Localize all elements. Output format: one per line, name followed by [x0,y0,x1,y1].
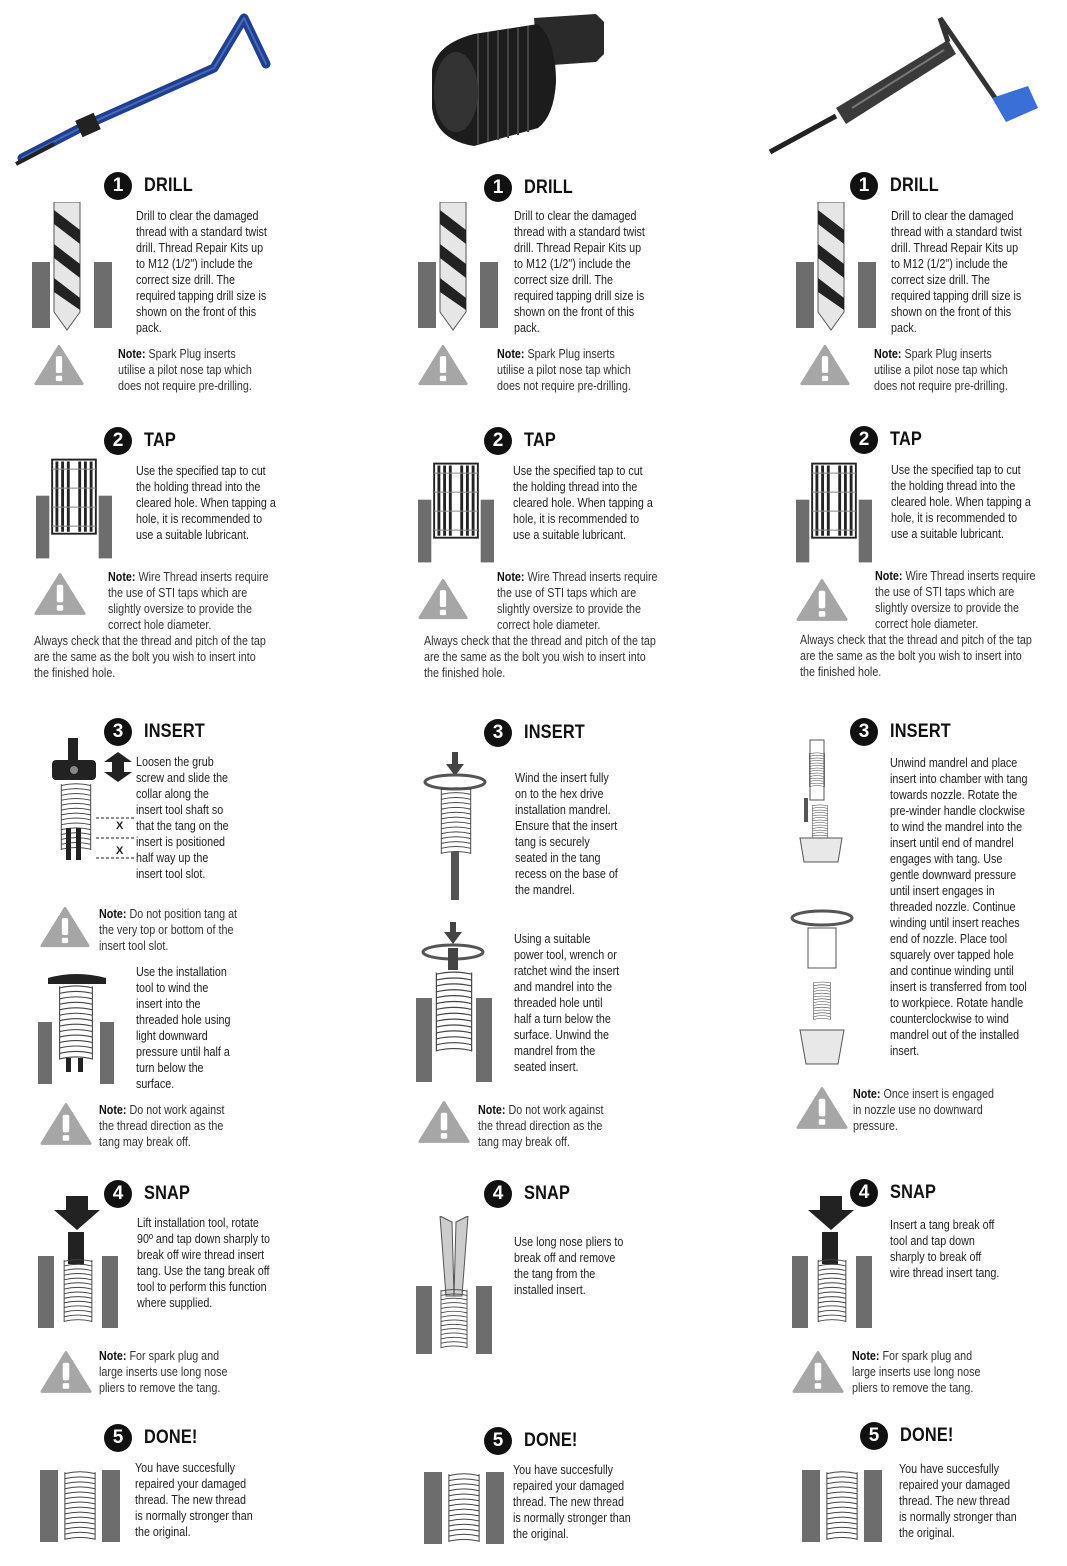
step-title: DONE! [144,1427,198,1448]
tap-note: Note: Wire Thread inserts require the use of STI taps which are slightly oversize to provide the correct hole diameter. [875,569,1036,631]
drill-note: Note: Spark Plug inserts utilise a pilot nose tap which does not require pre-drilling. [874,347,1008,393]
finished-thread-icon [40,1470,120,1542]
step-title: DRILL [144,175,193,196]
insert-text-2: Using a suitable power tool, wrench or ratchet wind the insert and mandrel into the threaded hole until half a turn below the surface. Unwind the mandrel from the seated insert. [514,932,620,1074]
column-2 [380,0,710,1566]
step-number: 1 [484,174,512,202]
step-tap-header [484,427,561,455]
snap-note: Note: For spark plug and large inserts use long nose pliers to remove the tang. [99,1349,228,1395]
step-title: DRILL [524,177,573,198]
step-drill-header [484,174,581,202]
drill-text: Drill to clear the damaged thread with a standard twist drill. Thread Repair Kits up to M12 (1/2") include the correct size drill. The required tapping drill size is shown on the front of this pack. [136,209,267,335]
x-label: X [116,820,124,832]
step-title: TAP [890,429,922,450]
tap-note: Note: Wire Thread inserts require the use of STI taps which are slightly oversize to provide the correct hole diameter. [497,570,658,632]
step-title: TAP [524,430,556,451]
drill-note: Note: Spark Plug inserts utilise a pilot nose tap which does not require pre-drilling. [497,347,631,393]
step-number: 4 [104,1180,132,1208]
warning-icon [40,906,90,948]
warning-icon [34,344,84,386]
drill-text: Drill to clear the damaged thread with a standard twist drill. Thread Repair Kits up to M12 (1/2") include the correct size drill. The required tapping drill size is shown on the front of this pack. [514,209,645,335]
done-text: You have succesfully repaired your damaged thread. The new thread is normally stronger than the original. [899,1462,1017,1540]
step-number: 5 [104,1424,132,1452]
insert-note-2: Note: Do not work against the thread direction as the tang may break off. [99,1103,225,1149]
insert-note-2: Note: Do not work against the thread direction as the tang may break off. [478,1103,604,1149]
step-title: SNAP [524,1183,571,1204]
insert-text-1: Wind the insert fully on to the hex drive installation mandrel. Ensure that the insert tang is securely seated in the tang recess on the base of the mandrel. [515,771,618,897]
warning-icon [418,578,468,620]
step-snap-header [484,1180,578,1208]
finished-thread-icon [424,1472,504,1544]
tap-text: Use the specified tap to cut the holding thread into the cleared hole. When tapping a hole, it is recommended to use a suitable lubricant. [513,464,653,542]
step-number: 3 [850,718,878,746]
tap-always-note: Always check that the thread and pitch of the tap are the same as the bolt you wish to insert into the finished hole. [800,633,1032,679]
warning-icon [792,1350,844,1394]
step-number: 4 [484,1180,512,1208]
step-title: INSERT [890,721,951,742]
step-number: 1 [104,172,132,200]
warning-icon [40,1350,92,1394]
warning-icon [796,1086,848,1130]
tap-always-note: Always check that the thread and pitch of the tap are the same as the bolt you wish to insert into the finished hole. [424,634,656,680]
tap-icon [418,462,494,564]
x-label: X [116,845,124,857]
insert-mandrel-icon [422,752,492,900]
step-title: SNAP [144,1183,191,1204]
warning-icon [40,1102,92,1146]
prewinder-diagram-icon [788,738,872,1068]
insert-text-2: Use the installation tool to wind the insert into the threaded hole using light downward pressure until half a turn below the surface. [136,965,231,1091]
warning-icon [34,572,86,616]
step-number: 3 [104,718,132,746]
snap-text: Use long nose pliers to break off and remove the tang from the installed insert. [514,1235,624,1297]
warning-icon [418,1100,470,1144]
snap-tool-icon [38,1196,118,1328]
tap-text: Use the specified tap to cut the holding thread into the cleared hole. When tapping a hole, it is recommended to use a suitable lubricant. [136,464,276,542]
step-number: 5 [484,1427,512,1455]
step-title: SNAP [890,1182,937,1203]
step-tap-header [850,426,927,454]
prewinder-tool-image [766,12,1062,162]
drill-bit-icon [796,202,876,332]
finished-thread-icon [802,1470,882,1542]
column-3 [756,0,1067,1566]
pliers-icon [416,1216,492,1354]
warning-icon [796,578,848,622]
insert-power-tool-icon [416,922,496,1082]
installation-tool-image [14,8,274,173]
snap-note: Note: For spark plug and large inserts use long nose pliers to remove the tang. [852,1349,981,1395]
drill-bit-icon [32,202,112,332]
step-drill-header [104,172,201,200]
step-done-header [104,1424,206,1452]
step-number: 2 [850,426,878,454]
warning-icon [800,344,850,386]
warning-icon [418,344,468,386]
step-tap-header [104,427,181,455]
tap-always-note: Always check that the thread and pitch of the tap are the same as the bolt you wish to insert into the finished hole. [34,634,266,680]
insert-install-icon [38,972,114,1084]
step-done-header [860,1422,962,1450]
insert-note-1: Note: Once insert is engaged in nozzle use no downward pressure. [853,1087,995,1133]
insert-text-1: Loosen the grub screw and slide the collar along the insert tool shaft so that the tang on the insert is positioned half way up the insert tool slot. [136,755,229,881]
step-number: 5 [860,1422,888,1450]
step-number: 3 [484,719,512,747]
done-text: You have succesfully repaired your damaged thread. The new thread is normally stronger than the original. [513,1463,631,1541]
step-title: DRILL [890,175,939,196]
insert-text-1: Unwind mandrel and place insert into chamber with tang towards nozzle. Rotate the pre-winder handle clockwise to wind the mandrel into the insert until end of mandrel engages with tang. Use gentle downward pressure until insert engages in threaded nozzle. Continue winding until insert reaches end of nozzle. Place tool squarely over tapped hole and continue winding until insert is transferred from tool to workpiece. Rotate handle counterclockwise to wind mandrel out of the installed insert. [890,756,1028,1058]
step-title: DONE! [524,1430,578,1451]
snap-text: Lift installation tool, rotate 90º and tap down sharply to break off wire thread insert tang. Use the tang break off tool to perform this function where supplied. [137,1216,271,1310]
step-number: 1 [850,172,878,200]
step-title: INSERT [524,722,585,743]
step-snap-header [104,1180,198,1208]
insert-tool-icon [44,738,134,862]
step-insert-header [484,719,595,747]
tap-icon [36,458,112,560]
tap-icon [796,462,872,564]
step-number: 2 [104,427,132,455]
column-1 [0,0,330,1566]
snap-tool-icon [792,1196,872,1328]
step-title: DONE! [900,1425,954,1446]
drill-text: Drill to clear the damaged thread with a standard twist drill. Thread Repair Kits up to M12 (1/2") include the correct size drill. The required tapping drill size is shown on the front of this pack. [891,209,1022,335]
mandrel-driver-image [426,10,616,155]
step-done-header [484,1427,586,1455]
tap-note: Note: Wire Thread inserts require the use of STI taps which are slightly oversize to provide the correct hole diameter. [108,570,269,632]
snap-text: Insert a tang break off tool and tap down sharply to break off wire thread insert tang. [890,1218,1000,1280]
step-title: TAP [144,430,176,451]
drill-note: Note: Spark Plug inserts utilise a pilot nose tap which does not require pre-drilling. [118,347,252,393]
step-number: 4 [850,1179,878,1207]
insert-note-1: Note: Do not position tang at the very top or bottom of the insert tool slot. [99,907,238,953]
step-title: INSERT [144,721,205,742]
tap-text: Use the specified tap to cut the holding thread into the cleared hole. When tapping a hole, it is recommended to use a suitable lubricant. [891,463,1031,541]
drill-bit-icon [418,202,498,332]
step-number: 2 [484,427,512,455]
step-drill-header [850,172,947,200]
done-text: You have succesfully repaired your damaged thread. The new thread is normally stronger than the original. [135,1461,253,1539]
